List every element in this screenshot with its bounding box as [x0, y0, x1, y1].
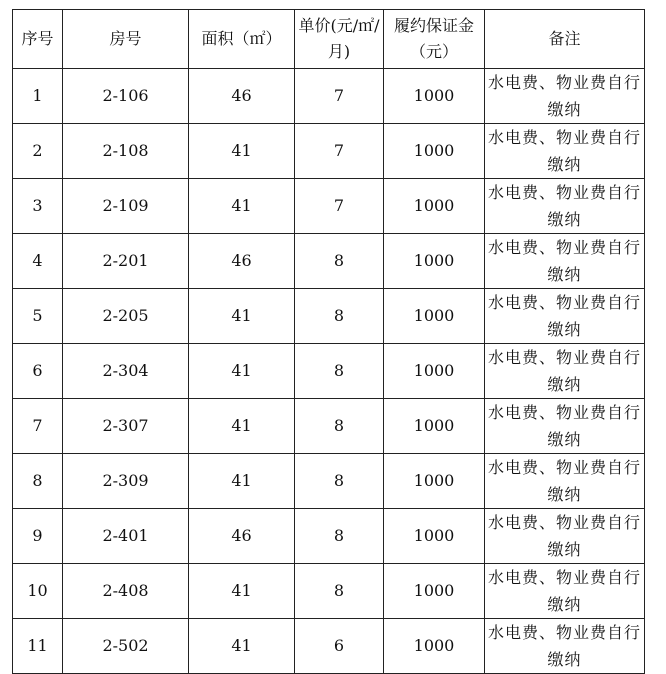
cell-area: 41	[189, 289, 295, 344]
cell-unit-price: 7	[295, 179, 384, 234]
cell-area: 41	[189, 124, 295, 179]
cell-index: 7	[13, 399, 63, 454]
cell-remarks: 水电费、物业费自行缴纳	[485, 619, 645, 674]
cell-room: 2-309	[63, 454, 189, 509]
cell-area: 41	[189, 179, 295, 234]
cell-area: 46	[189, 69, 295, 124]
header-row	[13, 10, 645, 69]
cell-remarks: 水电费、物业费自行缴纳	[485, 564, 645, 619]
cell-remarks: 水电费、物业费自行缴纳	[485, 69, 645, 124]
cell-area: 46	[189, 509, 295, 564]
cell-area: 41	[189, 619, 295, 674]
table-row	[13, 454, 645, 509]
cell-room: 2-408	[63, 564, 189, 619]
cell-deposit: 1000	[384, 69, 485, 124]
cell-deposit: 1000	[384, 124, 485, 179]
cell-room: 2-307	[63, 399, 189, 454]
cell-remarks: 水电费、物业费自行缴纳	[485, 289, 645, 344]
rental-table	[12, 9, 645, 674]
cell-index: 4	[13, 234, 63, 289]
cell-area: 41	[189, 344, 295, 399]
table-row	[13, 69, 645, 124]
cell-room: 2-304	[63, 344, 189, 399]
table-row	[13, 289, 645, 344]
cell-index: 6	[13, 344, 63, 399]
cell-unit-price: 7	[295, 124, 384, 179]
header-remarks: 备注	[485, 10, 645, 69]
table-row	[13, 344, 645, 399]
cell-remarks: 水电费、物业费自行缴纳	[485, 454, 645, 509]
cell-deposit: 1000	[384, 344, 485, 399]
cell-remarks: 水电费、物业费自行缴纳	[485, 399, 645, 454]
cell-deposit: 1000	[384, 619, 485, 674]
cell-unit-price: 6	[295, 619, 384, 674]
cell-index: 9	[13, 509, 63, 564]
cell-deposit: 1000	[384, 234, 485, 289]
cell-index: 8	[13, 454, 63, 509]
cell-area: 41	[189, 399, 295, 454]
cell-deposit: 1000	[384, 289, 485, 344]
cell-room: 2-201	[63, 234, 189, 289]
cell-room: 2-106	[63, 69, 189, 124]
cell-remarks: 水电费、物业费自行缴纳	[485, 124, 645, 179]
table-row	[13, 509, 645, 564]
header-index: 序号	[13, 10, 63, 69]
cell-unit-price: 8	[295, 399, 384, 454]
cell-area: 41	[189, 564, 295, 619]
cell-index: 1	[13, 69, 63, 124]
cell-unit-price: 8	[295, 234, 384, 289]
cell-remarks: 水电费、物业费自行缴纳	[485, 344, 645, 399]
cell-unit-price: 8	[295, 344, 384, 399]
cell-room: 2-401	[63, 509, 189, 564]
cell-remarks: 水电费、物业费自行缴纳	[485, 234, 645, 289]
cell-index: 11	[13, 619, 63, 674]
cell-room: 2-502	[63, 619, 189, 674]
cell-unit-price: 8	[295, 564, 384, 619]
header-deposit: 履约保证金（元）	[384, 10, 485, 69]
cell-index: 10	[13, 564, 63, 619]
table-row	[13, 234, 645, 289]
table-row	[13, 399, 645, 454]
cell-room: 2-109	[63, 179, 189, 234]
cell-remarks: 水电费、物业费自行缴纳	[485, 179, 645, 234]
cell-unit-price: 7	[295, 69, 384, 124]
cell-index: 3	[13, 179, 63, 234]
cell-area: 46	[189, 234, 295, 289]
cell-room: 2-108	[63, 124, 189, 179]
cell-unit-price: 8	[295, 509, 384, 564]
cell-remarks: 水电费、物业费自行缴纳	[485, 509, 645, 564]
cell-deposit: 1000	[384, 179, 485, 234]
cell-deposit: 1000	[384, 564, 485, 619]
header-unit-price: 单价(元/㎡/月)	[295, 10, 384, 69]
table-row	[13, 179, 645, 234]
table-row	[13, 619, 645, 674]
cell-deposit: 1000	[384, 509, 485, 564]
cell-unit-price: 8	[295, 454, 384, 509]
cell-area: 41	[189, 454, 295, 509]
cell-unit-price: 8	[295, 289, 384, 344]
table-row	[13, 124, 645, 179]
cell-deposit: 1000	[384, 399, 485, 454]
table-row	[13, 564, 645, 619]
cell-index: 5	[13, 289, 63, 344]
cell-index: 2	[13, 124, 63, 179]
header-room: 房号	[63, 10, 189, 69]
header-area: 面积（㎡）	[189, 10, 295, 69]
cell-deposit: 1000	[384, 454, 485, 509]
cell-room: 2-205	[63, 289, 189, 344]
